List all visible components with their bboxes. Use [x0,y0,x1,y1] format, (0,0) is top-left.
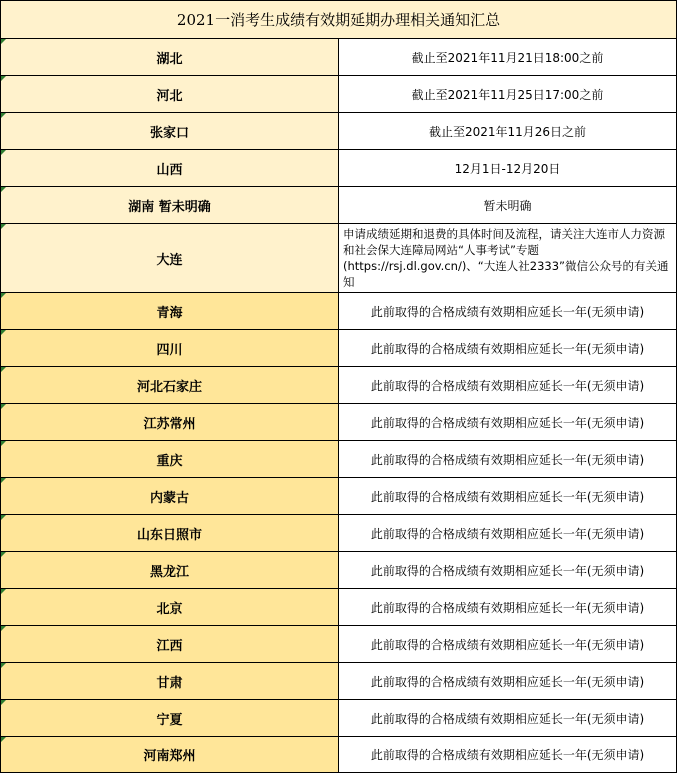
info-cell: 此前取得的合格成绩有效期相应延长一年(无须申请) [339,737,677,773]
region-name: 河北 [156,88,183,104]
info-cell: 截止至2021年11月26日之前 [339,113,677,150]
region-cell [1,224,339,293]
table-row [1,367,677,404]
table-row [1,404,677,441]
info-cell: 截止至2021年11月25日17:00之前 [339,76,677,113]
region-name: 湖南 暂未明确 [128,199,211,215]
region-cell [1,589,339,626]
region-name: 江苏常州 [143,416,196,432]
region-name: 湖北 [156,51,183,67]
cell-marker-icon [1,293,6,298]
cell-marker-icon [1,76,6,81]
info-cell: 申请成绩延期和退费的具体时间及流程，请关注大连市人力资源和社会保大连障局网站“人事考试”专题(https://rsj.dl.gov.cn/)、“大连人社2333”微信公众号的有关通知 [339,224,677,293]
region-cell [1,187,339,224]
region-cell [1,626,339,663]
info-cell: 此前取得的合格成绩有效期相应延长一年(无须申请) [339,700,677,737]
cell-marker-icon [1,552,6,557]
info-cell: 此前取得的合格成绩有效期相应延长一年(无须申请) [339,626,677,663]
region-name: 河北石家庄 [136,379,202,395]
table-row [1,589,677,626]
info-cell: 此前取得的合格成绩有效期相应延长一年(无须申请) [339,478,677,515]
region-name: 四川 [156,342,183,358]
cell-marker-icon [1,441,6,446]
table-row [1,330,677,367]
info-cell: 此前取得的合格成绩有效期相应延长一年(无须申请) [339,330,677,367]
region-cell [1,441,339,478]
region-cell [1,737,339,773]
region-name: 张家口 [149,125,189,141]
cell-marker-icon [1,589,6,594]
table-row [1,663,677,700]
table-row [1,737,677,773]
region-name: 内蒙古 [149,490,189,506]
region-cell [1,39,339,76]
region-name: 山东日照市 [136,527,202,543]
table-row [1,76,677,113]
cell-marker-icon [1,663,6,668]
table-row [1,187,677,224]
title-row [1,1,677,39]
table-row [1,224,677,293]
region-cell [1,478,339,515]
region-name: 山西 [156,162,183,178]
cell-marker-icon [1,515,6,520]
table-row [1,150,677,187]
region-cell [1,552,339,589]
info-cell: 此前取得的合格成绩有效期相应延长一年(无须申请) [339,404,677,441]
cell-marker-icon [1,626,6,631]
info-cell: 12月1日-12月20日 [339,150,677,187]
cell-marker-icon [1,478,6,483]
info-cell: 此前取得的合格成绩有效期相应延长一年(无须申请) [339,293,677,330]
table-row [1,478,677,515]
table-row [1,441,677,478]
cell-marker-icon [1,39,6,44]
cell-marker-icon [1,404,6,409]
region-name: 甘肃 [156,675,183,691]
cell-marker-icon [1,737,6,742]
info-cell: 暂未明确 [339,187,677,224]
region-name: 江西 [156,638,183,654]
region-name: 青海 [156,305,183,321]
info-cell: 此前取得的合格成绩有效期相应延长一年(无须申请) [339,663,677,700]
region-cell [1,76,339,113]
cell-marker-icon [1,330,6,335]
cell-marker-icon [1,700,6,705]
region-cell [1,330,339,367]
info-cell: 此前取得的合格成绩有效期相应延长一年(无须申请) [339,367,677,404]
cell-marker-icon [1,187,6,192]
region-cell [1,113,339,150]
region-cell [1,150,339,187]
table-row [1,700,677,737]
region-cell [1,367,339,404]
cell-marker-icon [1,367,6,372]
table-row [1,113,677,150]
table-row [1,626,677,663]
info-cell: 此前取得的合格成绩有效期相应延长一年(无须申请) [339,552,677,589]
region-name: 北京 [156,601,183,617]
region-cell [1,700,339,737]
region-cell [1,293,339,330]
region-name: 河南郑州 [143,749,196,764]
region-name: 宁夏 [156,712,183,728]
region-cell [1,404,339,441]
table-row [1,515,677,552]
table-title: 2021一消考生成绩有效期延期办理相关通知汇总 [1,1,677,39]
cell-marker-icon [1,150,6,155]
region-cell [1,663,339,700]
table-row [1,293,677,330]
region-name: 黑龙江 [149,564,189,580]
info-cell: 此前取得的合格成绩有效期相应延长一年(无须申请) [339,441,677,478]
table-row [1,552,677,589]
info-cell: 截止至2021年11月21日18:00之前 [339,39,677,76]
info-cell: 此前取得的合格成绩有效期相应延长一年(无须申请) [339,515,677,552]
info-cell: 此前取得的合格成绩有效期相应延长一年(无须申请) [339,589,677,626]
region-cell [1,515,339,552]
table-row [1,39,677,76]
cell-marker-icon [1,224,6,229]
region-name: 大连 [156,252,183,268]
region-name: 重庆 [156,453,183,469]
cell-marker-icon [1,113,6,118]
